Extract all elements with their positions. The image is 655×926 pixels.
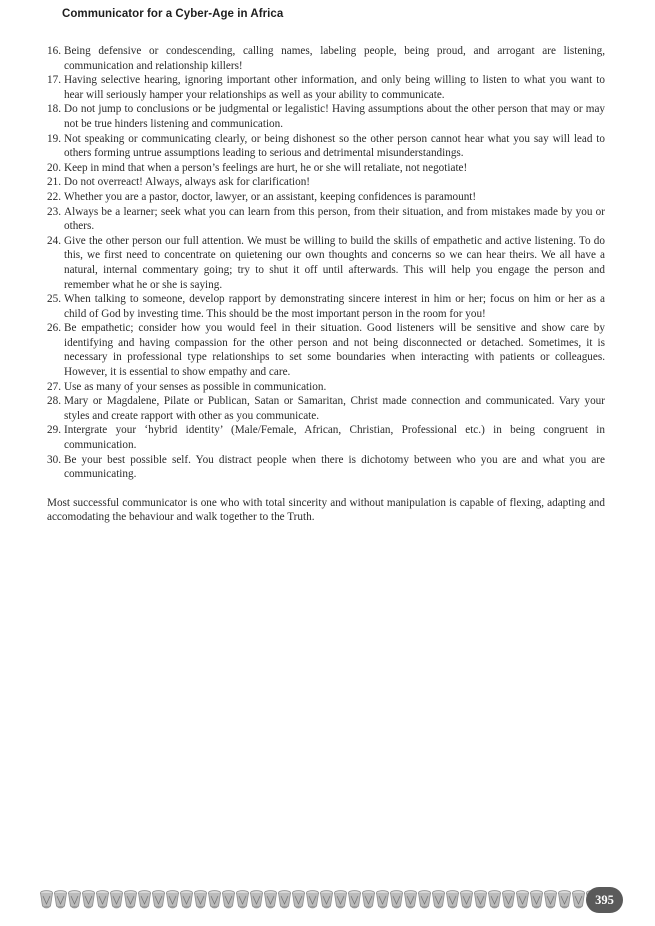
drum-icon	[82, 890, 95, 910]
list-item-text: Always be a learner; seek what you can learn from this person, from their situation, and from mistakes made by you or others.	[64, 205, 605, 233]
list-item-text: Intergrate your ‘hybrid identity’ (Male/Female, African, Christian, Professional etc.) in being congruent in communication.	[64, 424, 605, 452]
list-item	[47, 102, 605, 131]
drum-icon	[292, 890, 305, 910]
drum-icon	[152, 890, 165, 910]
list-item-text: Use as many of your senses as possible in communication.	[64, 380, 327, 393]
list-item	[47, 234, 605, 292]
list-item-number: 27.	[47, 380, 61, 393]
list-item	[47, 321, 605, 379]
list-item-text: Be empathetic; consider how you would feel in their situation. Good listeners will be sensitive and show care by identifying and having compassion for the other person and not being disconnected or detached. Sometimes, it is necessary in professional type relationships to set some boundaries when interacting with patients or colleagues. However, it is essential to show empathy and care.	[64, 322, 605, 379]
numbered-list	[47, 44, 605, 482]
list-item	[47, 132, 605, 161]
drum-icon	[208, 890, 221, 910]
drum-icon	[404, 890, 417, 910]
list-item-number: 17.	[47, 74, 61, 87]
list-item	[47, 73, 605, 102]
drum-icon	[264, 890, 277, 910]
drum-icon	[418, 890, 431, 910]
list-item	[47, 453, 605, 482]
drum-icon	[166, 890, 179, 910]
drum-icon	[96, 890, 109, 910]
list-item	[47, 394, 605, 423]
list-item-number: 25.	[47, 293, 61, 306]
list-item-number: 21.	[47, 176, 61, 189]
drum-icon	[306, 890, 319, 910]
drum-icon	[488, 890, 501, 910]
drum-icon	[40, 890, 53, 910]
list-item-number: 29.	[47, 424, 61, 437]
drum-icon	[250, 890, 263, 910]
list-item	[47, 190, 605, 205]
list-item	[47, 423, 605, 452]
drum-icon	[390, 890, 403, 910]
page-number-badge: 395	[586, 887, 623, 913]
list-item	[47, 175, 605, 190]
drum-icon	[194, 890, 207, 910]
drum-icon	[180, 890, 193, 910]
list-item	[47, 205, 605, 234]
drum-icon	[138, 890, 151, 910]
drum-icon	[460, 890, 473, 910]
list-item-text: Whether you are a pastor, doctor, lawyer, or an assistant, keeping confidences is paramount!	[64, 190, 477, 203]
list-item-number: 18.	[47, 103, 61, 116]
drum-icon	[320, 890, 333, 910]
drum-icon	[334, 890, 347, 910]
list-item-number: 30.	[47, 453, 61, 466]
drum-icon	[516, 890, 529, 910]
drum-icon	[110, 890, 123, 910]
list-item-text: Being defensive or condescending, calling names, labeling people, being proud, and arrogant are listening, communication and relationship killers!	[64, 45, 605, 72]
drum-icon	[474, 890, 487, 910]
list-item-text: Mary or Magdalene, Pilate or Publican, Satan or Samaritan, Christ made connection and communicated. Vary your styles and create rapport with other as you communicate.	[64, 395, 605, 422]
drum-icon	[530, 890, 543, 910]
drum-icon	[54, 890, 67, 910]
running-header: Communicator for a Cyber-Age in Africa	[62, 8, 284, 20]
list-item-text: Keep in mind that when a person’s feelings are hurt, he or she will retaliate, not negotiate!	[64, 161, 468, 174]
list-item-number: 16.	[47, 45, 61, 57]
list-item-number: 22.	[47, 190, 61, 203]
list-item-text: Do not overreact! Always, always ask for clarification!	[64, 176, 311, 189]
drum-icon	[558, 890, 571, 910]
drum-icon	[446, 890, 459, 910]
drum-icon	[222, 890, 235, 910]
list-item	[47, 161, 605, 176]
drum-icon	[124, 890, 137, 910]
closing-paragraph: Most successful communicator is one who with total sincerity and without manipulation is capable of flexing, adapting and accomodating the behaviour and walk together to the Truth.	[47, 496, 605, 524]
list-item-number: 23.	[47, 205, 61, 218]
list-item-text: Having selective hearing, ignoring important other information, and only being willing to listen to what you want to hear will seriously hamper your relationships as well as your ability to communicate.	[64, 74, 605, 101]
list-item-number: 26.	[47, 322, 61, 335]
list-item-text: Not speaking or communicating clearly, or being dishonest so the other person cannot hear what you say will lead to others forming untrue assumptions leading to serious and detrimental misunderstandings.	[64, 132, 605, 160]
list-item	[47, 380, 605, 395]
drum-icon	[432, 890, 445, 910]
drum-icon	[362, 890, 375, 910]
page-body	[47, 44, 605, 536]
drum-icon	[348, 890, 361, 910]
drum-icon	[278, 890, 291, 910]
list-item-number: 19.	[47, 132, 61, 145]
list-item-text: Be your best possible self. You distract people when there is dichotomy between who you are and what you are communicating.	[64, 453, 605, 481]
drum-icon	[572, 890, 585, 910]
list-item-text: Do not jump to conclusions or be judgmental or legalistic! Having assumptions about the other person that may or may not be true hinders listening and communication.	[64, 103, 605, 130]
list-item-text: Give the other person our full attention. We must be willing to build the skills of empathetic and active listening. To do this, we first need to concentrate on quietening our own thoughts and concerns so we can hear theirs. We all have a natural, internal commentary going; try to shut it off until afterwards. This will help you engage the person and remember what he or she is saying.	[64, 234, 605, 291]
drum-icon	[68, 890, 81, 910]
drum-icon	[376, 890, 389, 910]
list-item	[47, 44, 605, 73]
drum-icon	[236, 890, 249, 910]
list-item-number: 28.	[47, 395, 61, 408]
list-item	[47, 292, 605, 321]
footer-ornament-strip	[40, 890, 596, 912]
list-item-text: When talking to someone, develop rapport by demonstrating sincere interest in him or her; focus on him or her as a child of God by investing time. This should be the most important person in the room for you!	[64, 293, 605, 320]
list-item-number: 24.	[47, 234, 61, 247]
list-item-number: 20.	[47, 161, 61, 174]
drum-icon	[544, 890, 557, 910]
drum-icon	[502, 890, 515, 910]
